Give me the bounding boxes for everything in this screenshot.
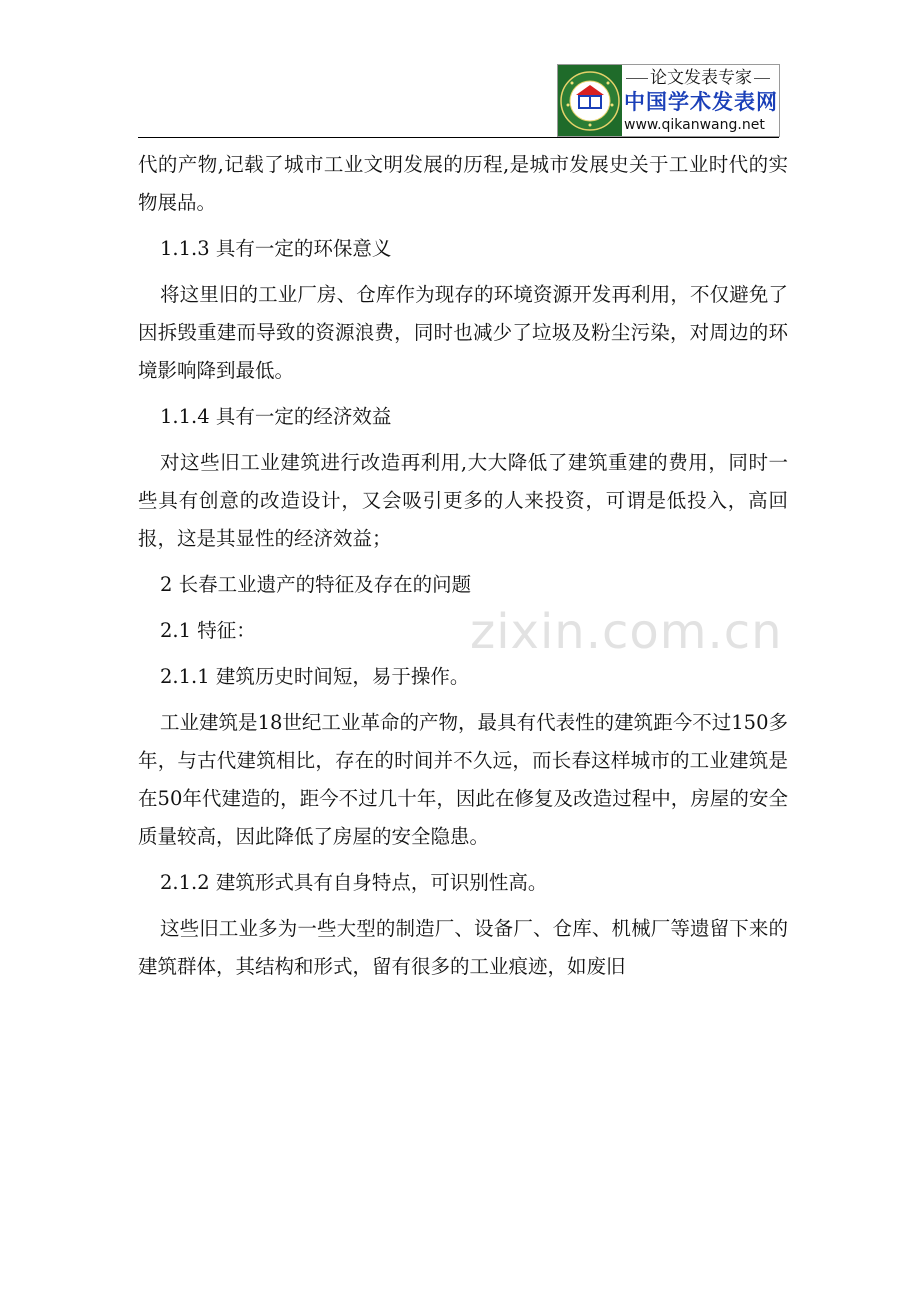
logo-url[interactable]: www.qikanwang.net	[624, 117, 765, 133]
section-heading-2-1-2: 2.1.2 建筑形式具有自身特点，可识别性高。	[160, 871, 548, 894]
section-heading-1-1-3: 1.1.3 具有一定的环保意义	[160, 237, 392, 260]
section-heading-2: 2 长春工业遗产的特征及存在的问题	[160, 573, 472, 596]
watermark: zixin.com.cn	[470, 604, 783, 660]
paragraph-environment: 将这里旧的工业厂房、仓库作为现存的环境资源开发再利用，不仅避免了因拆毁重建而导致的资源浪费，同时也减少了垃圾及粉尘污染，对周边的环境影响降到最低。	[138, 283, 788, 382]
logo-brand: 中国学术发表网	[624, 90, 778, 114]
paragraph-history: 工业建筑是18世纪工业革命的产物，最具有代表性的建筑距今不过150多年，与古代建筑相比，存在的时间并不久远，而长春这样城市的工业建筑是在50年代建造的，距今不过几十年，因此在修复及改造过程中，房屋的安全质量较高，因此降低了房屋的安全隐患。	[138, 711, 788, 848]
section-heading-1-1-4: 1.1.4 具有一定的经济效益	[160, 405, 392, 428]
section-heading-2-1-1: 2.1.1 建筑历史时间短，易于操作。	[160, 665, 470, 688]
site-logo[interactable]	[557, 64, 780, 137]
logo-tagline: 论文发表专家	[650, 68, 752, 88]
seal-emblem-icon	[558, 65, 622, 137]
document-body	[138, 146, 788, 994]
paragraph-continued: 代的产物,记载了城市工业文明发展的历程,是城市发展史关于工业时代的实物展品。	[138, 153, 788, 214]
paragraph-economy: 对这些旧工业建筑进行改造再利用,大大降低了建筑重建的费用，同时一些具有创意的改造设计，又会吸引更多的人来投资，可谓是低投入，高回报，这是其显性的经济效益；	[138, 451, 788, 550]
tagline-rule-left	[626, 78, 648, 79]
section-heading-2-1: 2.1 特征：	[160, 619, 256, 642]
header-divider	[138, 137, 779, 138]
paragraph-form: 这些旧工业多为一些大型的制造厂、设备厂、仓库、机械厂等遗留下来的建筑群体，其结构和形式，留有很多的工业痕迹，如废旧	[138, 917, 788, 978]
